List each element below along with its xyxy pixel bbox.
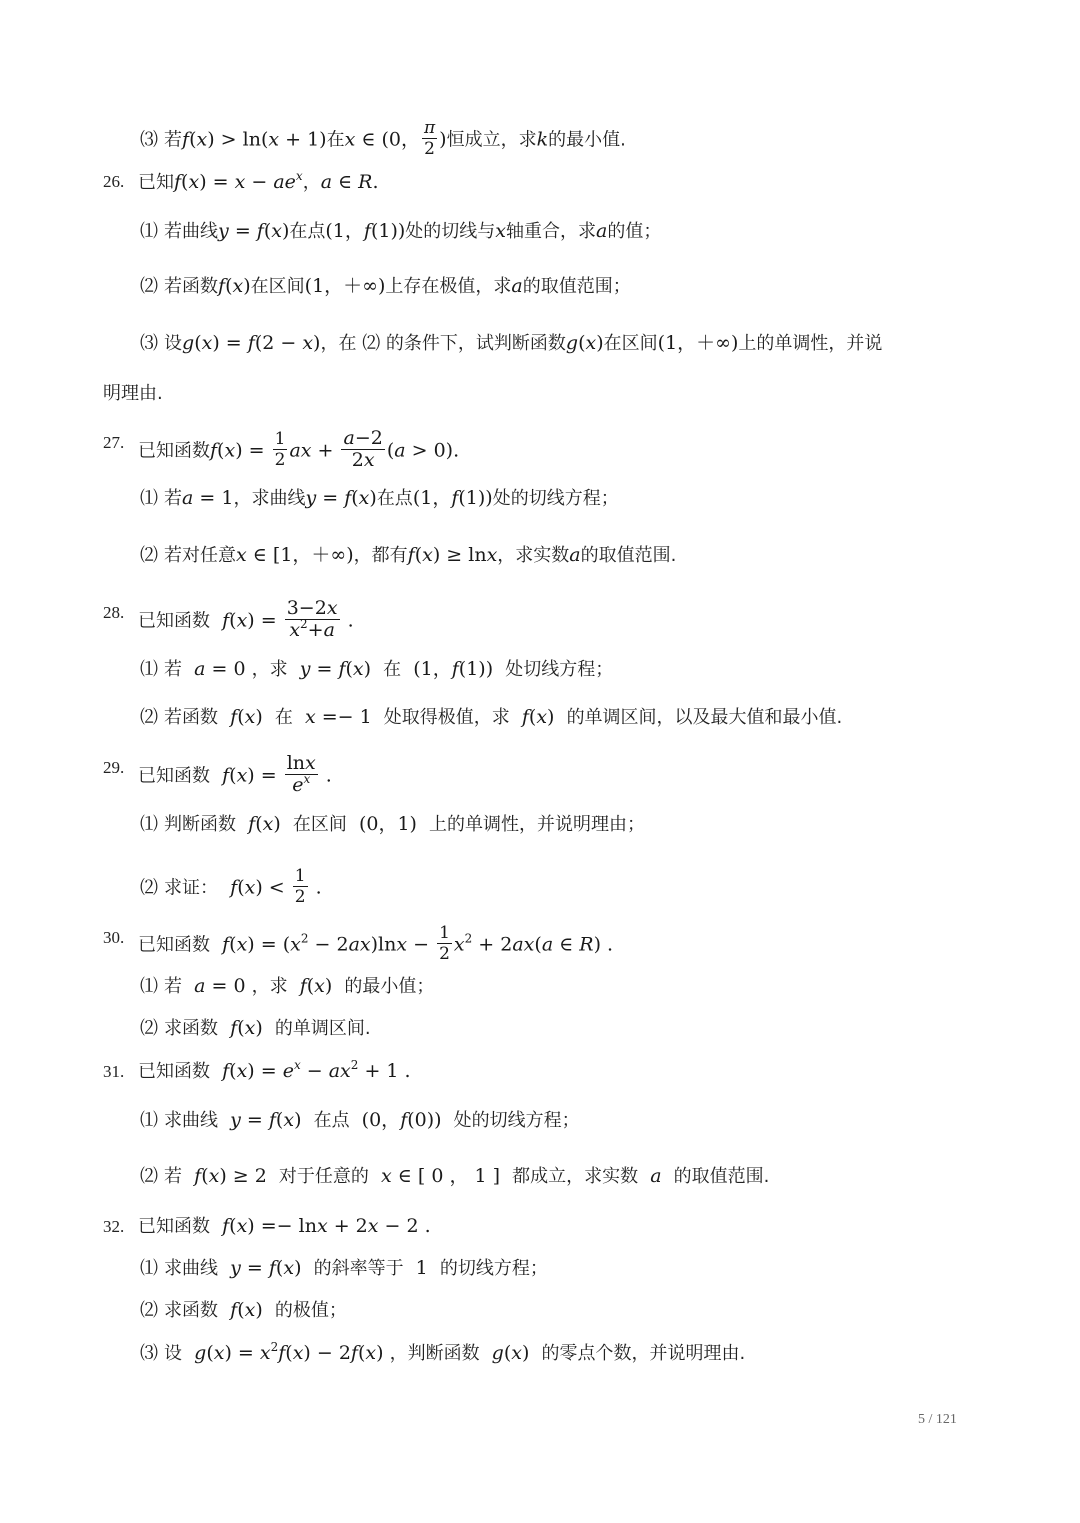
problem-number: 28.	[103, 603, 125, 622]
q32-part2: ⑵ 求函数 f(x) 的极值；	[140, 1299, 347, 1321]
problem-28-stem: 已知函数 f(x) = $\frac{3-2x}{x^2+a}$ .	[138, 597, 354, 641]
problem-27-stem: 已知函数f(x) = $\frac{1}{2}$ ax + $\frac{a-2}{2x}$ (a > 0).	[138, 427, 460, 471]
q31-part2: ⑵ 若 f(x) ≥ 2 对于任意的 x ∈ [ 0 ， 1 ] 都成立，求实数 a 的取值范围.	[140, 1165, 770, 1187]
problem-26-stem: 已知$f(x) = x - ae^x$，a ∈ R.	[138, 169, 379, 193]
problem-number: 30.	[103, 928, 125, 947]
page-number: 5 / 121	[918, 1412, 957, 1427]
q30-part2: ⑵ 求函数 f(x) 的单调区间.	[140, 1017, 371, 1039]
q28-part1: ⑴ 若 a = 0 ，求 y = f(x) 在 (1，f(1)) 处切线方程；	[140, 658, 614, 680]
q26-part2: ⑵ 若函数f(x)在区间(1，＋∞)上存在极值，求a的取值范围；	[140, 275, 631, 297]
problem-number: 26.	[103, 172, 125, 191]
q28-part2: ⑵ 若函数 f(x) 在 x =− 1 处取得极值，求 f(x) 的单调区间，以及最大值和最小值.	[140, 706, 843, 728]
problem-29-stem: 已知函数 f(x) = $\frac{\ln x}{e^x}$ .	[138, 752, 332, 796]
q26-part1: ⑴ 若曲线y = f(x)在点(1，f(1))处的切线与x轴重合，求a的值；	[140, 220, 662, 242]
problem-31-stem: 已知函数 $f(x) = e^x - ax^2 + 1$ .	[138, 1058, 411, 1082]
problem-number: 32.	[103, 1217, 125, 1236]
q31-part1: ⑴ 求曲线 y = f(x) 在点 (0，f(0)) 处的切线方程；	[140, 1109, 580, 1131]
problem-number: 27.	[103, 433, 125, 452]
q25-part3: ⑶ 若f(x) > ln(x + 1)在x ∈ (0， $\frac{\pi}{2}$ )恒成立，求k的最小值.	[140, 118, 626, 159]
q27-part2: ⑵ 若对任意x ∈ [1，＋∞)，都有f(x) ≥ lnx，求实数a的取值范围.	[140, 544, 677, 566]
problem-32-stem: 已知函数 f(x) =− lnx + 2x − 2 .	[138, 1215, 431, 1237]
q32-part1: ⑴ 求曲线 y = f(x) 的斜率等于 1 的切线方程；	[140, 1257, 548, 1279]
problem-30-stem: 已知函数 $f(x) = (x^2 - 2ax)\ln x$ − $\frac{1}{2}$ $x^2 + 2ax(a$ ∈ R) .	[138, 923, 614, 964]
q32-part3: ⑶ 设 $g(x) = x^2f(x) - 2f(x)$ ，判断函数 g(x) 的零点个数，并说明理由.	[140, 1340, 746, 1364]
problem-number: 29.	[103, 758, 125, 777]
part-label: ⑶	[140, 129, 158, 151]
q29-part2: ⑵ 求证： f(x) < $\frac{1}{2}$ .	[140, 866, 322, 907]
q26-part3: ⑶ 设g(x) = f(2 − x)，在 ⑵ 的条件下，试判断函数g(x)在区间(1，＋∞)上的单调性，并说	[140, 332, 883, 354]
q27-part1: ⑴ 若a = 1，求曲线y = f(x)在点(1，f(1))处的切线方程；	[140, 487, 619, 509]
q29-part1: ⑴ 判断函数 f(x) 在区间 (0，1) 上的单调性，并说明理由；	[140, 813, 646, 835]
problem-number: 31.	[103, 1062, 125, 1081]
q30-part1: ⑴ 若 a = 0 ，求 f(x) 的最小值；	[140, 975, 435, 997]
q26-part3-continued: 明理由.	[103, 383, 163, 404]
